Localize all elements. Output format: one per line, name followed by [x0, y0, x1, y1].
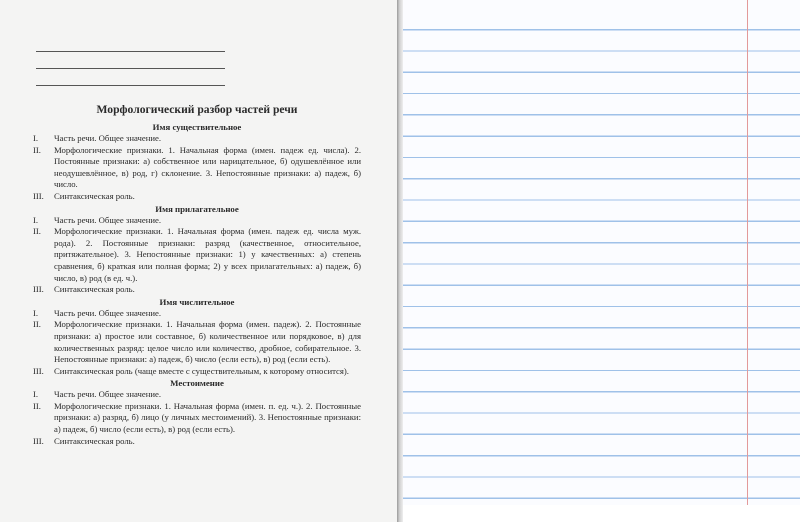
item-number: III. [33, 435, 44, 446]
list-item [33, 308, 361, 320]
item-text: Часть речи. Общее значение. [54, 389, 162, 400]
item-number: III. [33, 190, 44, 201]
page-title: Морфологический разбор частей речи [96, 103, 298, 116]
page-bottom-edge [403, 505, 800, 522]
item-text: Морфологические признаки. 1. Начальная форма (имен. падеж). 2. Постоянные признаки: а) простое или составное, б) количественное или порядковое, в) для количественных разряд: целое число или количество, дробное, собирательное. 3. Непостоянные признаки: а) падеж, б) число (если есть), в) род (если есть). [54, 319, 361, 365]
item-number: II. [33, 319, 41, 330]
item-text: Часть речи. Общее значение. [54, 214, 162, 225]
item-number: II. [33, 400, 41, 411]
list-item [33, 436, 361, 448]
list-item [33, 191, 361, 203]
section-heading: Местоимение [170, 378, 224, 389]
item-text: Морфологические признаки. 1. Начальная форма (имен. п. ед. ч.). 2. Постоянные признаки: а) разряд, б) лицо (у личных местоимений). 3. Непостоянные признаки: а) падеж, б) число (если есть), в) род (если есть). [54, 400, 361, 435]
list-item [33, 389, 361, 401]
item-text: Часть речи. Общее значение. [54, 307, 162, 318]
list-item [33, 145, 361, 191]
name-line-1 [36, 51, 225, 52]
item-text: Часть речи. Общее значение. [54, 133, 162, 143]
item-text: Морфологические признаки. 1. Начальная форма (имен. падеж ед. числа). 2. Постоянные признаки: а) собственное или нарицательное, б) одушевлённое или неодушевлённое, в) род, г) склонение. 3. Непостоянные признаки: а) падеж, б) число. [54, 144, 361, 190]
left-page [0, 0, 397, 522]
list-item [33, 226, 361, 284]
item-number: I. [33, 307, 39, 318]
item-text: Синтаксическая роль. [54, 435, 135, 446]
item-number: III. [33, 284, 44, 295]
name-line-2 [36, 68, 225, 69]
list-item [33, 133, 361, 145]
item-number: III. [33, 365, 44, 376]
item-number: II. [33, 226, 41, 237]
section-adjective [33, 204, 361, 296]
item-text: Синтаксическая роль (чаще вместе с существительным, к которому относится). [54, 365, 349, 376]
list-item [33, 401, 361, 436]
ruled-page [403, 0, 800, 505]
margin-line [747, 0, 748, 505]
item-number: II. [33, 144, 41, 155]
list-item [33, 284, 361, 296]
section-noun [33, 122, 361, 203]
name-line-3 [36, 85, 225, 86]
section-pronoun [33, 378, 361, 447]
section-numeral [33, 297, 361, 378]
item-text: Морфологические признаки. 1. Начальная форма (имен. падеж ед. числа муж. рода). 2. Постоянные признаки: разряд (качественное, относительное, притяжательное). 3. Непостоянные признаки: 1) у качественных: а) степень сравнения, б) краткая или полная форма; 2) у всех прилагательных: а) падеж, б) число, в) род (в ед. ч.). [54, 226, 361, 283]
section-heading: Имя числительное [159, 296, 235, 307]
list-item [33, 319, 361, 365]
section-heading: Имя прилагательное [155, 203, 239, 214]
item-number: I. [33, 214, 39, 225]
item-number: I. [33, 389, 39, 400]
item-text: Синтаксическая роль. [54, 190, 135, 201]
list-item [33, 215, 361, 227]
section-heading: Имя существительное [152, 122, 242, 132]
list-item [33, 366, 361, 378]
item-number: I. [33, 133, 39, 143]
item-text: Синтаксическая роль. [54, 284, 135, 295]
document-content [33, 103, 361, 447]
